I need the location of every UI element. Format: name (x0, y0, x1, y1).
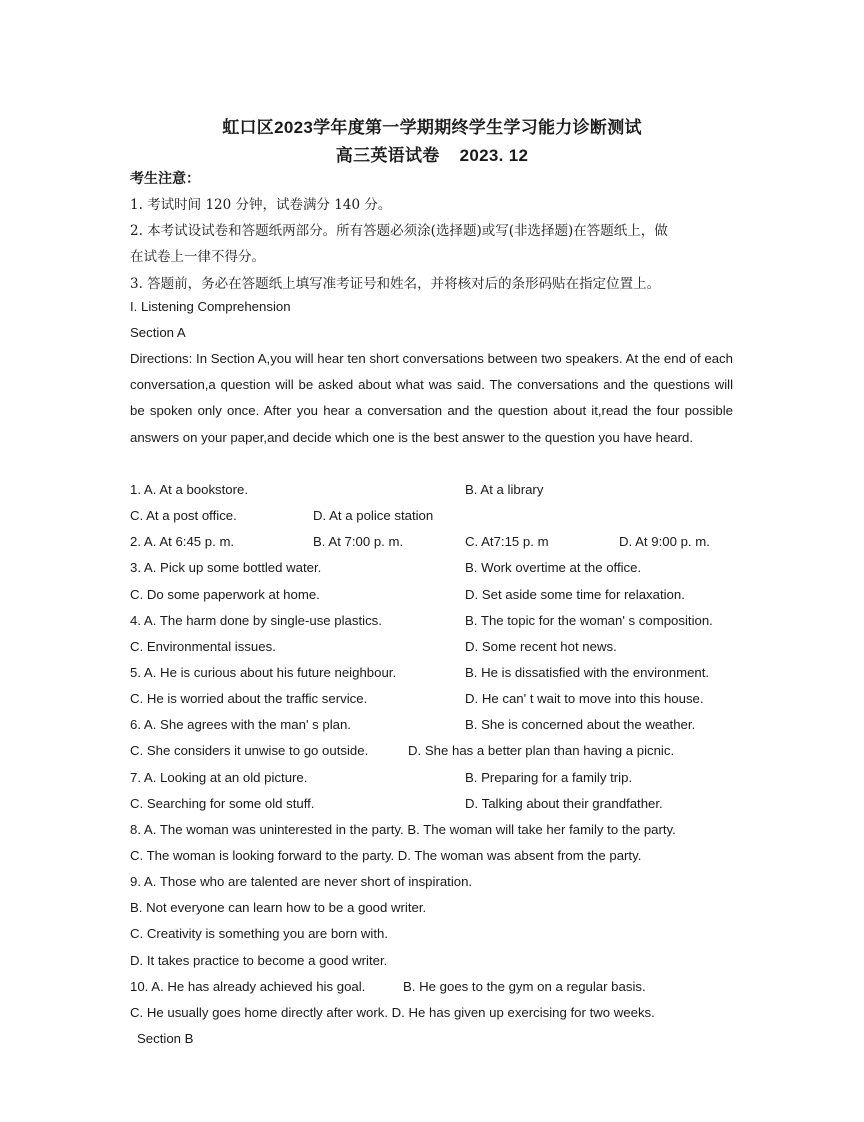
q6-option-c: C. She considers it unwise to go outside. (130, 743, 369, 758)
q5-option-c: C. He is worried about the traffic service. (130, 691, 368, 706)
exam-subtitle: 高三英语试卷 2023. 12 (335, 146, 529, 165)
exam-title: 虹口区2023学年度第一学期期终学生学习能力诊断测试 (222, 118, 642, 137)
q3-option-b: B. Work overtime at the office. (465, 560, 642, 575)
directions-paragraph: Directions: In Section A,you will hear ten short conversations between two speakers. At the end of each conversation,a question will be asked about what was said. The conversations and the questions will be spoken only once. After you hear a conversation and the question about it,read the four possible answers on your paper,and decide which one is the best answer to the question you have heard. (130, 351, 733, 445)
section-a-heading: Section A (130, 325, 186, 340)
q2-option-d: D. At 9:00 p. m. (619, 534, 710, 549)
q10-option-a: 10. A. He has already achieved his goal. (130, 979, 366, 994)
q3-option-a: 3. A. Pick up some bottled water. (130, 560, 322, 575)
q6-option-b: B. She is concerned about the weather. (465, 717, 696, 732)
notice-item: 在试卷上一律不得分。 (130, 249, 265, 265)
q4-option-c: C. Environmental issues. (130, 639, 276, 654)
q3-option-d: D. Set aside some time for relaxation. (465, 587, 685, 602)
q5-option-a: 5. A. He is curious about his future neighbour. (130, 665, 397, 680)
q4-option-a: 4. A. The harm done by single-use plastics. (130, 613, 382, 628)
part-heading: I. Listening Comprehension (130, 299, 291, 314)
q9-option-b: B. Not everyone can learn how to be a good writer. (130, 900, 427, 915)
q1-option-b: B. At a library (465, 482, 544, 497)
q8-options-ab: 8. A. The woman was uninterested in the party. B. The woman will take her family to the party. (130, 822, 676, 837)
q2-option-a: 2. A. At 6:45 p. m. (130, 534, 235, 549)
q5-option-d: D. He can' t wait to move into this house. (465, 691, 704, 706)
q1-option-d: D. At a police station (313, 508, 434, 523)
q9-option-d: D. It takes practice to become a good writer. (130, 953, 388, 968)
q6-option-a: 6. A. She agrees with the man' s plan. (130, 717, 351, 732)
notice-heading: 考生注意： (130, 171, 200, 187)
q4-option-b: B. The topic for the woman' s composition. (465, 613, 713, 628)
q5-option-b: B. He is dissatisfied with the environment. (465, 665, 710, 680)
notice-item: 1. 考试时间 120 分钟，试卷满分 140 分。 (130, 197, 392, 213)
q7-option-a: 7. A. Looking at an old picture. (130, 770, 308, 785)
q1-option-a: 1. A. At a bookstore. (130, 482, 249, 497)
q10-options-cd: C. He usually goes home directly after work. D. He has given up exercising for two weeks. (130, 1005, 655, 1020)
q8-options-cd: C. The woman is looking forward to the party. D. The woman was absent from the party. (130, 848, 642, 863)
q10-option-b: B. He goes to the gym on a regular basis. (403, 979, 646, 994)
q7-option-c: C. Searching for some old stuff. (130, 796, 315, 811)
q2-option-b: B. At 7:00 p. m. (313, 534, 404, 549)
q9-option-c: C. Creativity is something you are born with. (130, 926, 388, 941)
q7-option-b: B. Preparing for a family trip. (465, 770, 633, 785)
q7-option-d: D. Talking about their grandfather. (465, 796, 663, 811)
q1-option-c: C. At a post office. (130, 508, 237, 523)
q9-option-a: 9. A. Those who are talented are never short of inspiration. (130, 874, 473, 889)
q3-option-c: C. Do some paperwork at home. (130, 587, 320, 602)
q4-option-d: D. Some recent hot news. (465, 639, 617, 654)
q6-option-d: D. She has a better plan than having a picnic. (408, 743, 675, 758)
notice-item: 3. 答题前，务必在答题纸上填写准考证号和姓名，并将核对后的条形码贴在指定位置上。 (130, 276, 661, 292)
section-b-heading: Section B (137, 1031, 194, 1046)
notice-item: 2. 本考试设试卷和答题纸两部分。所有答题必须涂(选择题)或写(非选择题)在答题纸上，做 (130, 223, 668, 239)
q2-option-c: C. At7:15 p. m (465, 534, 549, 549)
